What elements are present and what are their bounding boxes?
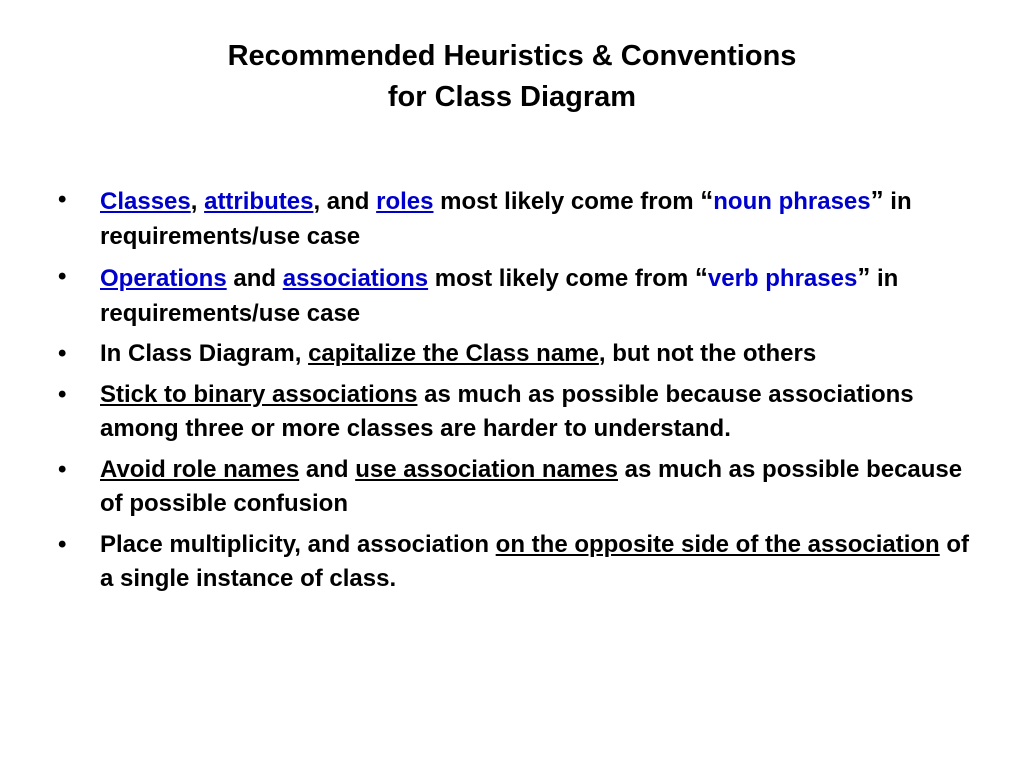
- bullet-item-classes-attributes-roles: [58, 183, 978, 254]
- keyword-verb-phrases: verb phrases: [707, 265, 858, 292]
- bullet-item-operations-associations: [58, 260, 978, 331]
- bullet-dot: •: [58, 186, 67, 213]
- bullet-text: and: [226, 265, 283, 292]
- bullet-dot: •: [58, 263, 67, 290]
- bullet-text: In Class Diagram,: [100, 340, 309, 367]
- keyword-classes: Classes: [100, 188, 191, 215]
- slide-title-line-1: Recommended Heuristics & Conventions: [227, 40, 797, 72]
- bullet-dot: •: [58, 340, 67, 367]
- keyword-use-association-names: use association names: [355, 455, 618, 483]
- bullet-text: in requirements/use case: [100, 188, 912, 250]
- bullet-list: [58, 183, 978, 603]
- bullet-text: , and: [313, 188, 377, 215]
- slide-title-line-2: for Class Diagram: [387, 81, 637, 113]
- keyword-noun-phrases: noun phrases: [713, 188, 871, 215]
- keyword-attributes: attributes: [204, 188, 314, 215]
- keyword-opposite-side: on the opposite side of the association: [495, 530, 940, 558]
- bullet-text: , but not the others: [598, 340, 817, 367]
- bullet-text: ,: [190, 188, 205, 215]
- bullet-dot: •: [58, 380, 67, 408]
- bullet-text: Place multiplicity, and association: [100, 530, 496, 558]
- open-quote: “: [700, 185, 714, 215]
- bullet-text: in requirements/use case: [100, 265, 899, 327]
- bullet-dot: •: [58, 455, 67, 483]
- bullet-text: of a single instance of class.: [100, 530, 970, 592]
- bullet-text: most likely come from: [433, 188, 701, 215]
- keyword-operations: Operations: [100, 265, 227, 292]
- bullet-text: and: [299, 455, 356, 483]
- slide-title: [0, 36, 1024, 118]
- keyword-roles: roles: [376, 188, 434, 215]
- keyword-binary-associations: Stick to binary associations: [100, 380, 418, 408]
- bullet-dot: •: [58, 530, 67, 558]
- keyword-associations: associations: [282, 265, 429, 292]
- keyword-capitalize-class-name: capitalize the Class name: [308, 340, 599, 367]
- bullet-text: most likely come from: [428, 265, 695, 292]
- close-quote: ”: [870, 185, 884, 215]
- open-quote: “: [694, 262, 708, 292]
- bullet-item-binary-associations: [58, 378, 978, 447]
- close-quote: ”: [857, 262, 871, 292]
- bullet-item-multiplicity: [58, 528, 978, 597]
- bullet-text: as much as possible because associations among three or more classes are harder to understand.: [100, 380, 914, 442]
- bullet-text: as much as possible because of possible confusion: [100, 455, 963, 517]
- bullet-item-role-names: [58, 453, 978, 522]
- bullet-item-capitalize: [58, 337, 978, 372]
- keyword-avoid-role-names: Avoid role names: [100, 455, 300, 483]
